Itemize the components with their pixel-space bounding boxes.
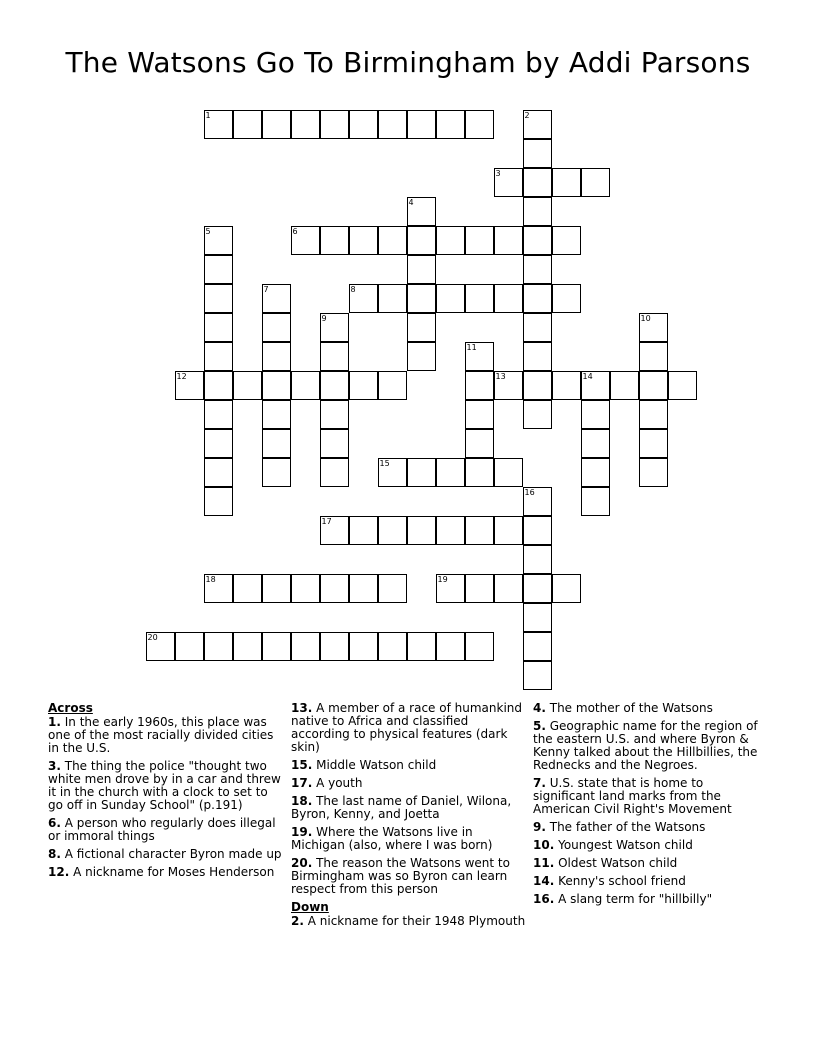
across-heading: Across (48, 701, 93, 715)
clue-item-number: 3. (48, 759, 61, 773)
page-title: The Watsons Go To Birmingham by Addi Parsons (65, 46, 751, 79)
grid-cell[interactable] (523, 110, 552, 139)
grid-cell[interactable] (465, 110, 494, 139)
grid-cell[interactable] (291, 110, 320, 139)
clue-item-number: 18. (291, 794, 313, 808)
grid-cell[interactable] (262, 429, 291, 458)
clue-number: 11 (466, 342, 477, 352)
clue-item (533, 720, 769, 772)
grid-cell[interactable] (204, 255, 233, 284)
grid-cell[interactable] (204, 487, 233, 516)
grid-cell[interactable] (204, 284, 233, 313)
grid-cell[interactable] (204, 342, 233, 371)
grid-cell[interactable] (436, 110, 465, 139)
clue-item-number: 17. (291, 776, 313, 790)
grid-cell[interactable] (407, 284, 436, 313)
grid-cell[interactable] (523, 168, 552, 197)
grid-cell[interactable] (581, 400, 610, 429)
clue-item-number: 1. (48, 715, 61, 729)
grid-cell[interactable] (436, 226, 465, 255)
grid-cell[interactable] (465, 226, 494, 255)
clue-item-text: U.S. state that is home to significant land marks from the American Civil Right's Movement (533, 776, 732, 816)
clue-item-number: 20. (291, 856, 313, 870)
clue-item-number: 6. (48, 816, 61, 830)
clue-item (291, 759, 527, 772)
grid-cell[interactable] (407, 516, 436, 545)
grid-cell[interactable] (436, 284, 465, 313)
grid-cell[interactable] (552, 226, 581, 255)
clue-item-text: Kenny's school friend (558, 874, 686, 888)
grid-cell[interactable] (668, 371, 697, 400)
clue-number: 19 (437, 574, 448, 584)
clue-item-text: Oldest Watson child (558, 856, 678, 870)
grid-cell[interactable] (175, 371, 204, 400)
grid-cell[interactable] (262, 110, 291, 139)
grid-cell[interactable] (233, 371, 262, 400)
clue-item-text: A nickname for Moses Henderson (73, 865, 275, 879)
clue-item-number: 16. (533, 892, 555, 906)
grid-cell[interactable] (349, 516, 378, 545)
grid-cell[interactable] (320, 574, 349, 603)
grid-cell[interactable] (465, 371, 494, 400)
clue-item-number: 7. (533, 776, 546, 790)
grid-cell[interactable] (407, 342, 436, 371)
grid-cell[interactable] (523, 313, 552, 342)
clue-item (533, 875, 769, 888)
grid-cell[interactable] (349, 574, 378, 603)
grid-cell[interactable] (465, 458, 494, 487)
clue-item-text: The father of the Watsons (549, 820, 706, 834)
down-heading: Down (291, 900, 329, 914)
clue-number: 4 (408, 197, 414, 207)
grid-cell[interactable] (465, 574, 494, 603)
grid-cell[interactable] (146, 632, 175, 661)
clues-column-3 (533, 702, 769, 911)
clue-item-number: 8. (48, 847, 61, 861)
grid-cell[interactable] (523, 139, 552, 168)
grid-cell[interactable] (639, 342, 668, 371)
grid-cell[interactable] (407, 313, 436, 342)
grid-cell[interactable] (552, 371, 581, 400)
clue-number: 12 (176, 371, 187, 381)
clue-item-text: The reason the Watsons went to Birmingham was so Byron can learn respect from this person (291, 856, 510, 896)
clue-number: 9 (321, 313, 327, 323)
grid-cell[interactable] (204, 400, 233, 429)
clue-number: 14 (582, 371, 593, 381)
grid-cell[interactable] (262, 632, 291, 661)
grid-cell[interactable] (494, 226, 523, 255)
grid-cell[interactable] (349, 226, 378, 255)
grid-cell[interactable] (291, 226, 320, 255)
clue-item-text: Youngest Watson child (558, 838, 693, 852)
grid-cell[interactable] (494, 284, 523, 313)
grid-cell[interactable] (407, 632, 436, 661)
clue-item-number: 2. (291, 914, 304, 928)
clue-item (48, 817, 284, 843)
clue-item-text: Geographic name for the region of the eastern U.S. and where Byron & Kenny talked about the Hillbillies, the Rednecks and the Negroes. (533, 719, 758, 772)
clue-item-number: 15. (291, 758, 313, 772)
grid-cell[interactable] (436, 574, 465, 603)
grid-cell[interactable] (523, 603, 552, 632)
grid-cell[interactable] (378, 574, 407, 603)
grid-cell[interactable] (465, 284, 494, 313)
grid-cell[interactable] (233, 110, 262, 139)
clue-item (291, 702, 527, 754)
grid-cell[interactable] (175, 632, 204, 661)
grid-cell[interactable] (407, 458, 436, 487)
grid-cell[interactable] (320, 226, 349, 255)
grid-cell[interactable] (523, 487, 552, 516)
grid-cell[interactable] (291, 632, 320, 661)
clues-column-2 (291, 702, 527, 933)
clues-column-1 (48, 702, 284, 884)
grid-cell[interactable] (204, 313, 233, 342)
clue-item-number: 4. (533, 701, 546, 715)
grid-cell[interactable] (465, 400, 494, 429)
clue-item (533, 893, 769, 906)
grid-cell[interactable] (320, 516, 349, 545)
clue-item (533, 702, 769, 715)
clue-item (533, 839, 769, 852)
grid-cell[interactable] (494, 168, 523, 197)
grid-cell[interactable] (523, 342, 552, 371)
clue-item-text: A member of a race of humankind native to Africa and classified according to physical features (dark skin) (291, 701, 523, 754)
clue-item-number: 13. (291, 701, 313, 715)
grid-cell[interactable] (233, 574, 262, 603)
grid-cell[interactable] (262, 371, 291, 400)
clue-item-text: A youth (316, 776, 363, 790)
grid-cell[interactable] (378, 226, 407, 255)
grid-cell[interactable] (262, 284, 291, 313)
grid-cell[interactable] (378, 110, 407, 139)
grid-cell[interactable] (204, 429, 233, 458)
grid-cell[interactable] (407, 226, 436, 255)
grid-cell[interactable] (523, 371, 552, 400)
clue-number: 17 (321, 516, 332, 526)
clue-item-text: Middle Watson child (316, 758, 437, 772)
grid-cell[interactable] (204, 458, 233, 487)
clue-number: 6 (292, 226, 298, 236)
clue-item-number: 14. (533, 874, 555, 888)
clue-item (291, 777, 527, 790)
grid-cell[interactable] (639, 400, 668, 429)
grid-cell[interactable] (523, 516, 552, 545)
clue-item-number: 12. (48, 865, 70, 879)
grid-cell[interactable] (262, 458, 291, 487)
clue-number: 5 (205, 226, 211, 236)
grid-cell[interactable] (523, 545, 552, 574)
grid-cell[interactable] (320, 458, 349, 487)
grid-cell[interactable] (494, 516, 523, 545)
grid-cell[interactable] (523, 400, 552, 429)
grid-cell[interactable] (523, 574, 552, 603)
grid-cell[interactable] (349, 110, 378, 139)
grid-cell[interactable] (320, 400, 349, 429)
grid-cell[interactable] (552, 168, 581, 197)
grid-cell[interactable] (320, 632, 349, 661)
clue-item-text: A person who regularly does illegal or immoral things (48, 816, 276, 843)
clue-number: 20 (147, 632, 158, 642)
clue-item-text: A fictional character Byron made up (64, 847, 282, 861)
grid-cell[interactable] (523, 226, 552, 255)
grid-cell[interactable] (320, 429, 349, 458)
clue-item-number: 5. (533, 719, 546, 733)
grid-cell[interactable] (378, 516, 407, 545)
clue-item-text: In the early 1960s, this place was one of the most racially divided cities in the U.S. (48, 715, 274, 755)
grid-cell[interactable] (639, 429, 668, 458)
grid-cell[interactable] (204, 574, 233, 603)
grid-cell[interactable] (378, 632, 407, 661)
grid-cell[interactable] (639, 313, 668, 342)
clue-number: 13 (495, 371, 506, 381)
clue-item (48, 760, 284, 812)
clue-item (533, 821, 769, 834)
clue-item (291, 826, 527, 852)
clue-item-number: 9. (533, 820, 546, 834)
clue-number: 7 (263, 284, 269, 294)
grid-cell[interactable] (204, 371, 233, 400)
clue-number: 10 (640, 313, 651, 323)
grid-cell[interactable] (581, 487, 610, 516)
clue-item (291, 857, 527, 896)
grid-cell[interactable] (523, 255, 552, 284)
grid-cell[interactable] (378, 284, 407, 313)
clue-item-text: The mother of the Watsons (549, 701, 713, 715)
clue-item (533, 777, 769, 816)
clue-item-text: A slang term for "hillbilly" (558, 892, 713, 906)
grid-cell[interactable] (436, 632, 465, 661)
grid-cell[interactable] (581, 458, 610, 487)
clue-number: 8 (350, 284, 356, 294)
grid-cell[interactable] (407, 255, 436, 284)
grid-cell[interactable] (262, 574, 291, 603)
grid-cell[interactable] (523, 661, 552, 690)
grid-cell[interactable] (320, 371, 349, 400)
grid-cell[interactable] (436, 458, 465, 487)
grid-cell[interactable] (320, 342, 349, 371)
grid-cell[interactable] (262, 342, 291, 371)
grid-cell[interactable] (552, 284, 581, 313)
grid-cell[interactable] (407, 197, 436, 226)
clue-item-text: Where the Watsons live in Michigan (also, where I was born) (291, 825, 493, 852)
grid-cell[interactable] (552, 574, 581, 603)
clue-item-number: 11. (533, 856, 555, 870)
clue-number: 2 (524, 110, 530, 120)
clue-number: 18 (205, 574, 216, 584)
grid-cell[interactable] (349, 371, 378, 400)
grid-cell[interactable] (494, 458, 523, 487)
clue-number: 15 (379, 458, 390, 468)
grid-cell[interactable] (610, 371, 639, 400)
grid-cell[interactable] (465, 516, 494, 545)
clue-item-text: A nickname for their 1948 Plymouth (307, 914, 526, 928)
grid-cell[interactable] (494, 371, 523, 400)
grid-cell[interactable] (494, 574, 523, 603)
clue-number: 3 (495, 168, 501, 178)
grid-cell[interactable] (436, 516, 465, 545)
grid-cell[interactable] (465, 429, 494, 458)
grid-cell[interactable] (465, 342, 494, 371)
grid-cell[interactable] (262, 313, 291, 342)
grid-cell[interactable] (523, 632, 552, 661)
clue-item (291, 915, 527, 928)
clue-item (48, 866, 284, 879)
clue-item-number: 10. (533, 838, 555, 852)
grid-cell[interactable] (233, 632, 262, 661)
clue-item (48, 848, 284, 861)
grid-cell[interactable] (465, 632, 494, 661)
grid-cell[interactable] (581, 429, 610, 458)
clue-item-text: The last name of Daniel, Wilona, Byron, Kenny, and Joetta (291, 794, 512, 821)
clue-item (48, 716, 284, 755)
grid-cell[interactable] (523, 284, 552, 313)
grid-cell[interactable] (523, 197, 552, 226)
grid-cell[interactable] (581, 371, 610, 400)
grid-cell[interactable] (291, 574, 320, 603)
grid-cell[interactable] (639, 458, 668, 487)
clue-item (533, 857, 769, 870)
grid-cell[interactable] (378, 458, 407, 487)
clue-number: 1 (205, 110, 211, 120)
grid-cell[interactable] (320, 313, 349, 342)
grid-cell[interactable] (581, 168, 610, 197)
clue-item-text: The thing the police "thought two white men drove by in a car and threw it in the church with a clock to set to go off in Sunday School" (p.191) (48, 759, 281, 812)
grid-cell[interactable] (349, 632, 378, 661)
grid-cell[interactable] (262, 400, 291, 429)
grid-cell[interactable] (204, 110, 233, 139)
grid-cell[interactable] (378, 371, 407, 400)
grid-cell[interactable] (320, 110, 349, 139)
grid-cell[interactable] (407, 110, 436, 139)
grid-cell[interactable] (291, 371, 320, 400)
grid-cell[interactable] (349, 284, 378, 313)
grid-cell[interactable] (204, 632, 233, 661)
clue-item (291, 795, 527, 821)
clue-item-number: 19. (291, 825, 313, 839)
clue-number: 16 (524, 487, 535, 497)
grid-cell[interactable] (639, 371, 668, 400)
grid-cell[interactable] (204, 226, 233, 255)
